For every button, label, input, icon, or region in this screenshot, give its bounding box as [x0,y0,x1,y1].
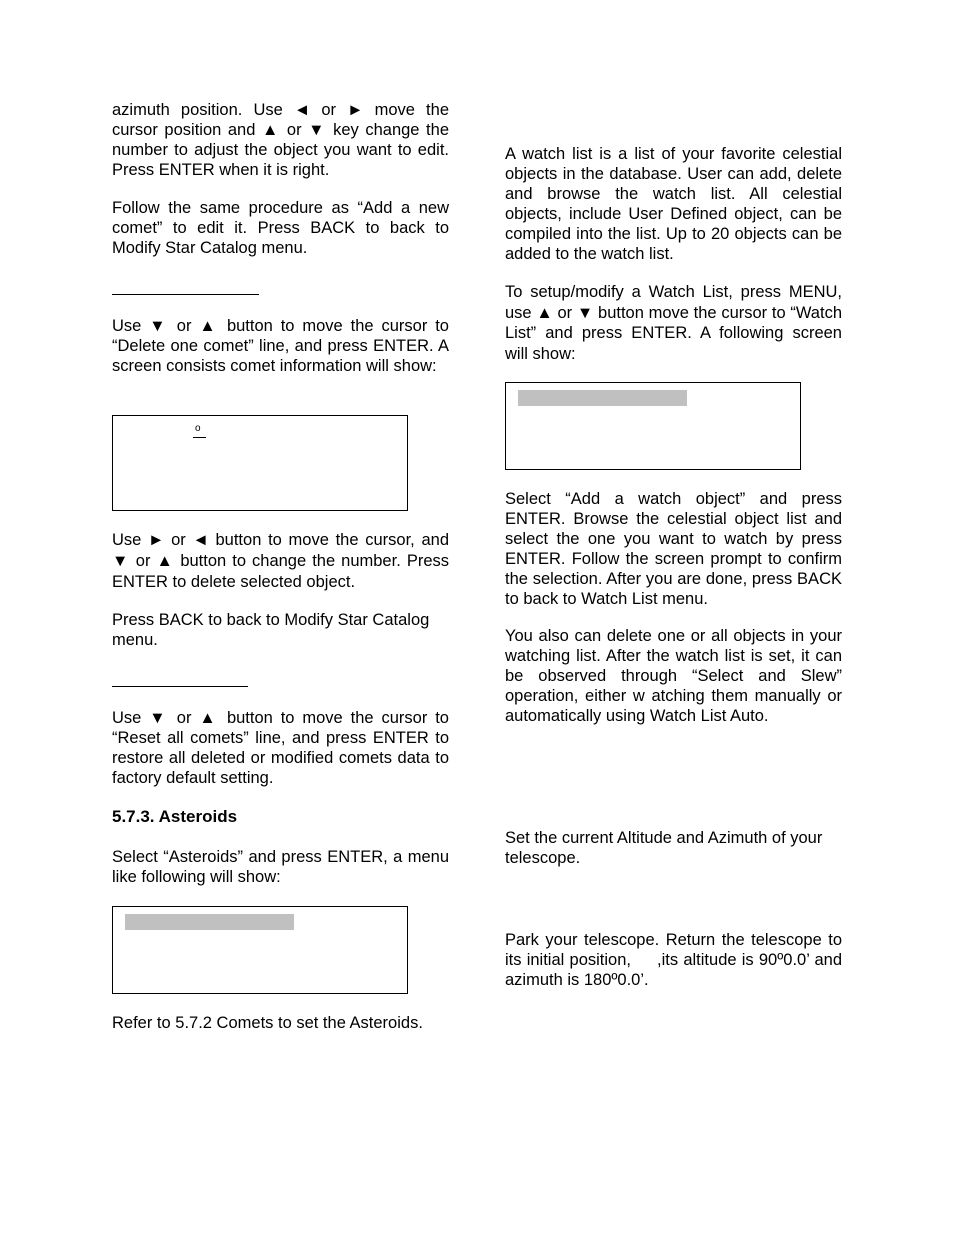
cursor-underline [193,437,206,438]
paragraph-setup-watch-list: To setup/modify a Watch List, press MENU, use ▲ or ▼ button move the cursor to “Watch List” and press ENTER. A following screen will show: [505,283,842,363]
paragraph-refer-comets: Refer to 5.7.2 Comets to set the Asteroids. [112,1014,423,1032]
paragraph-watch-list-intro: A watch list is a list of your favorite celestial objects in the database. User can add, delete and browse the watch list. All celestial objects, include User Defined object, can be compiled into the list. Up to 20 objects can be added to the watch list. [505,145,842,263]
highlighted-menu-row [518,390,687,406]
paragraph-delete-watch-objects: You also can delete one or all objects in your watching list. After the watch list is set, it can be observed through “Select and Slew” operation, either w atching them manually or automatically using Watch List Auto. [505,627,842,725]
lcd-screen-asteroids [112,906,408,994]
paragraph-press-back: Press BACK to back to Modify Star Catalog menu. [112,611,430,649]
paragraph-add-watch-object: Select “Add a watch object” and press ENTER. Browse the celestial object list and select the one you want to watch by press ENTER. Follow the screen prompt to confirm the selection. After you are done, press BACK to back to Watch List menu. [505,490,842,608]
paragraph-park-telescope: Park your telescope. Return the telescope to its initial position, ,its altitude is 90º0.0’ and azimuth is 180º0.0’. [505,931,847,989]
paragraph-reset-comets: Use ▼ or ▲ button to move the cursor to “Reset all comets” line, and press ENTER to restore all deleted or modified comets data to factory default setting. [112,709,449,787]
paragraph-delete-comet: Use ▼ or ▲ button to move the cursor to “Delete one comet” line, and press ENTER. A screen consists comet information will show: [112,317,449,375]
paragraph-move-cursor: Use ► or ◄ button to move the cursor, and ▼ or ▲ button to change the number. Press ENTER to delete selected object. [112,531,449,591]
highlighted-menu-row [125,914,294,930]
degree-mark: o [195,423,201,434]
section-heading-asteroids: 5.7.3. Asteroids [112,807,238,826]
paragraph-set-alt-az: Set the current Altitude and Azimuth of your telescope. [505,829,823,867]
paragraph-azimuth-position: azimuth position. Use ◄ or ► move the cursor position and ▲ or ▼ key change the number to adjust the object you want to edit. Press ENTER when it is right. [112,101,449,179]
lcd-screen-watch-list [505,382,801,470]
section-rule-delete-comet [112,294,259,295]
paragraph-select-asteroids: Select “Asteroids” and press ENTER, a menu like following will show: [112,848,449,886]
paragraph-edit-comet: Follow the same procedure as “Add a new comet” to edit it. Press BACK to back to Modify Star Catalog menu. [112,199,449,257]
lcd-screen-delete-comet [112,415,408,511]
section-rule-reset-comets [112,686,248,687]
